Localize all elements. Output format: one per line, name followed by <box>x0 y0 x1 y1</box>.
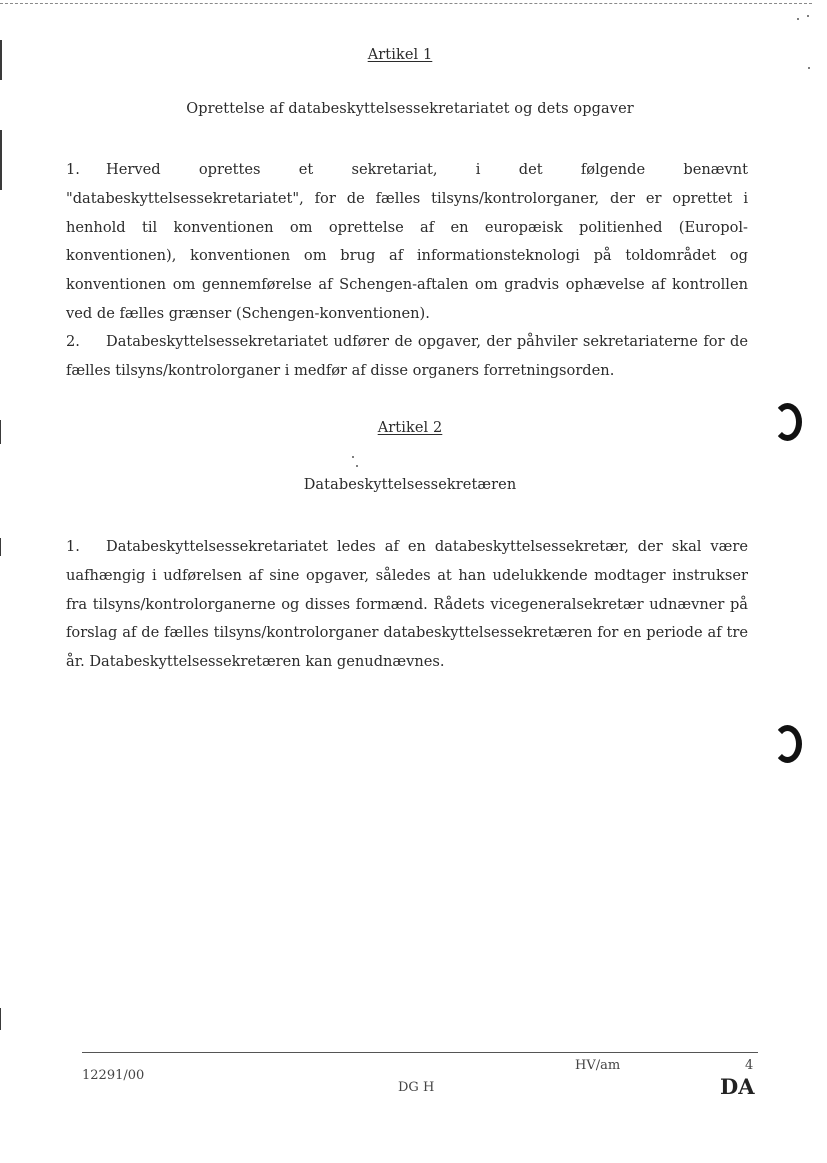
scan-speck <box>807 15 809 17</box>
article-1-heading: Artikel 1 <box>367 47 433 63</box>
language-code: DA <box>720 1074 755 1099</box>
article-2-heading: Artikel 2 <box>377 420 443 436</box>
paragraph-number: 1. <box>66 538 80 555</box>
paragraph-text: Herved oprettes et sekretariat, i det følgende benævnt "databeskyttelsessekretariatet", for de fælles tilsyns/kontrolorganer, der er oprettet i henhold til konventionen om oprettelse af en europæisk politienhed (Europol-konventionen), konventionen om brug af informationsteknologi på toldområdet og konventionen om gennemførelse af Schengen-aftalen om gradvis ophævelse af kontrollen ved de fælles grænser (Schengen-konventionen). <box>66 161 748 322</box>
scan-speck <box>797 18 799 20</box>
article-1-paragraph-1 <box>66 156 748 329</box>
author-initials: HV/am <box>575 1058 621 1073</box>
paragraph-number: 1. <box>66 161 80 178</box>
punch-hole-mark <box>773 725 802 763</box>
article-1-paragraph-2 <box>66 328 748 386</box>
article-1-subtitle: Oprettelse af databeskyttelsessekretariatet og dets opgaver <box>186 101 634 117</box>
top-edge-rule <box>0 3 812 4</box>
directorate-general: DG H <box>398 1080 435 1095</box>
paragraph-number: 2. <box>66 333 80 350</box>
scan-edge-mark <box>0 1008 1 1030</box>
paragraph-text: Databeskyttelsessekretariatet udfører de opgaver, der påhviler sekretariaterne for de fælles tilsyns/kontrolorganer i medfør af disse organers forretningsorden. <box>66 333 748 379</box>
scan-edge-mark <box>0 130 2 190</box>
scan-speck <box>352 456 354 458</box>
scan-speck <box>356 465 358 467</box>
scan-edge-mark <box>0 420 1 444</box>
punch-hole-mark <box>773 403 802 441</box>
scan-edge-mark <box>0 40 2 80</box>
footer-rule <box>82 1052 758 1053</box>
page-number: 4 <box>745 1058 754 1073</box>
article-2-subtitle: Databeskyttelsessekretæren <box>303 477 517 493</box>
scan-edge-mark <box>0 538 1 556</box>
scan-speck <box>808 67 810 69</box>
document-number: 12291/00 <box>82 1068 145 1083</box>
paragraph-text: Databeskyttelsessekretariatet ledes af en databeskyttelsessekretær, der skal være uafhængig i udførelsen af sine opgaver, således at han udelukkende modtager instrukser fra tilsyns/kontrolorganerne og disses formænd. Rådets vicegeneralsekretær udnævner på forslag af de fælles tilsyns/kontrolorganer databeskyttelsessekretæren for en periode af tre år. Databeskyttelsessekretæren kan genudnævnes. <box>66 538 748 671</box>
article-2-paragraph-1 <box>66 533 748 677</box>
